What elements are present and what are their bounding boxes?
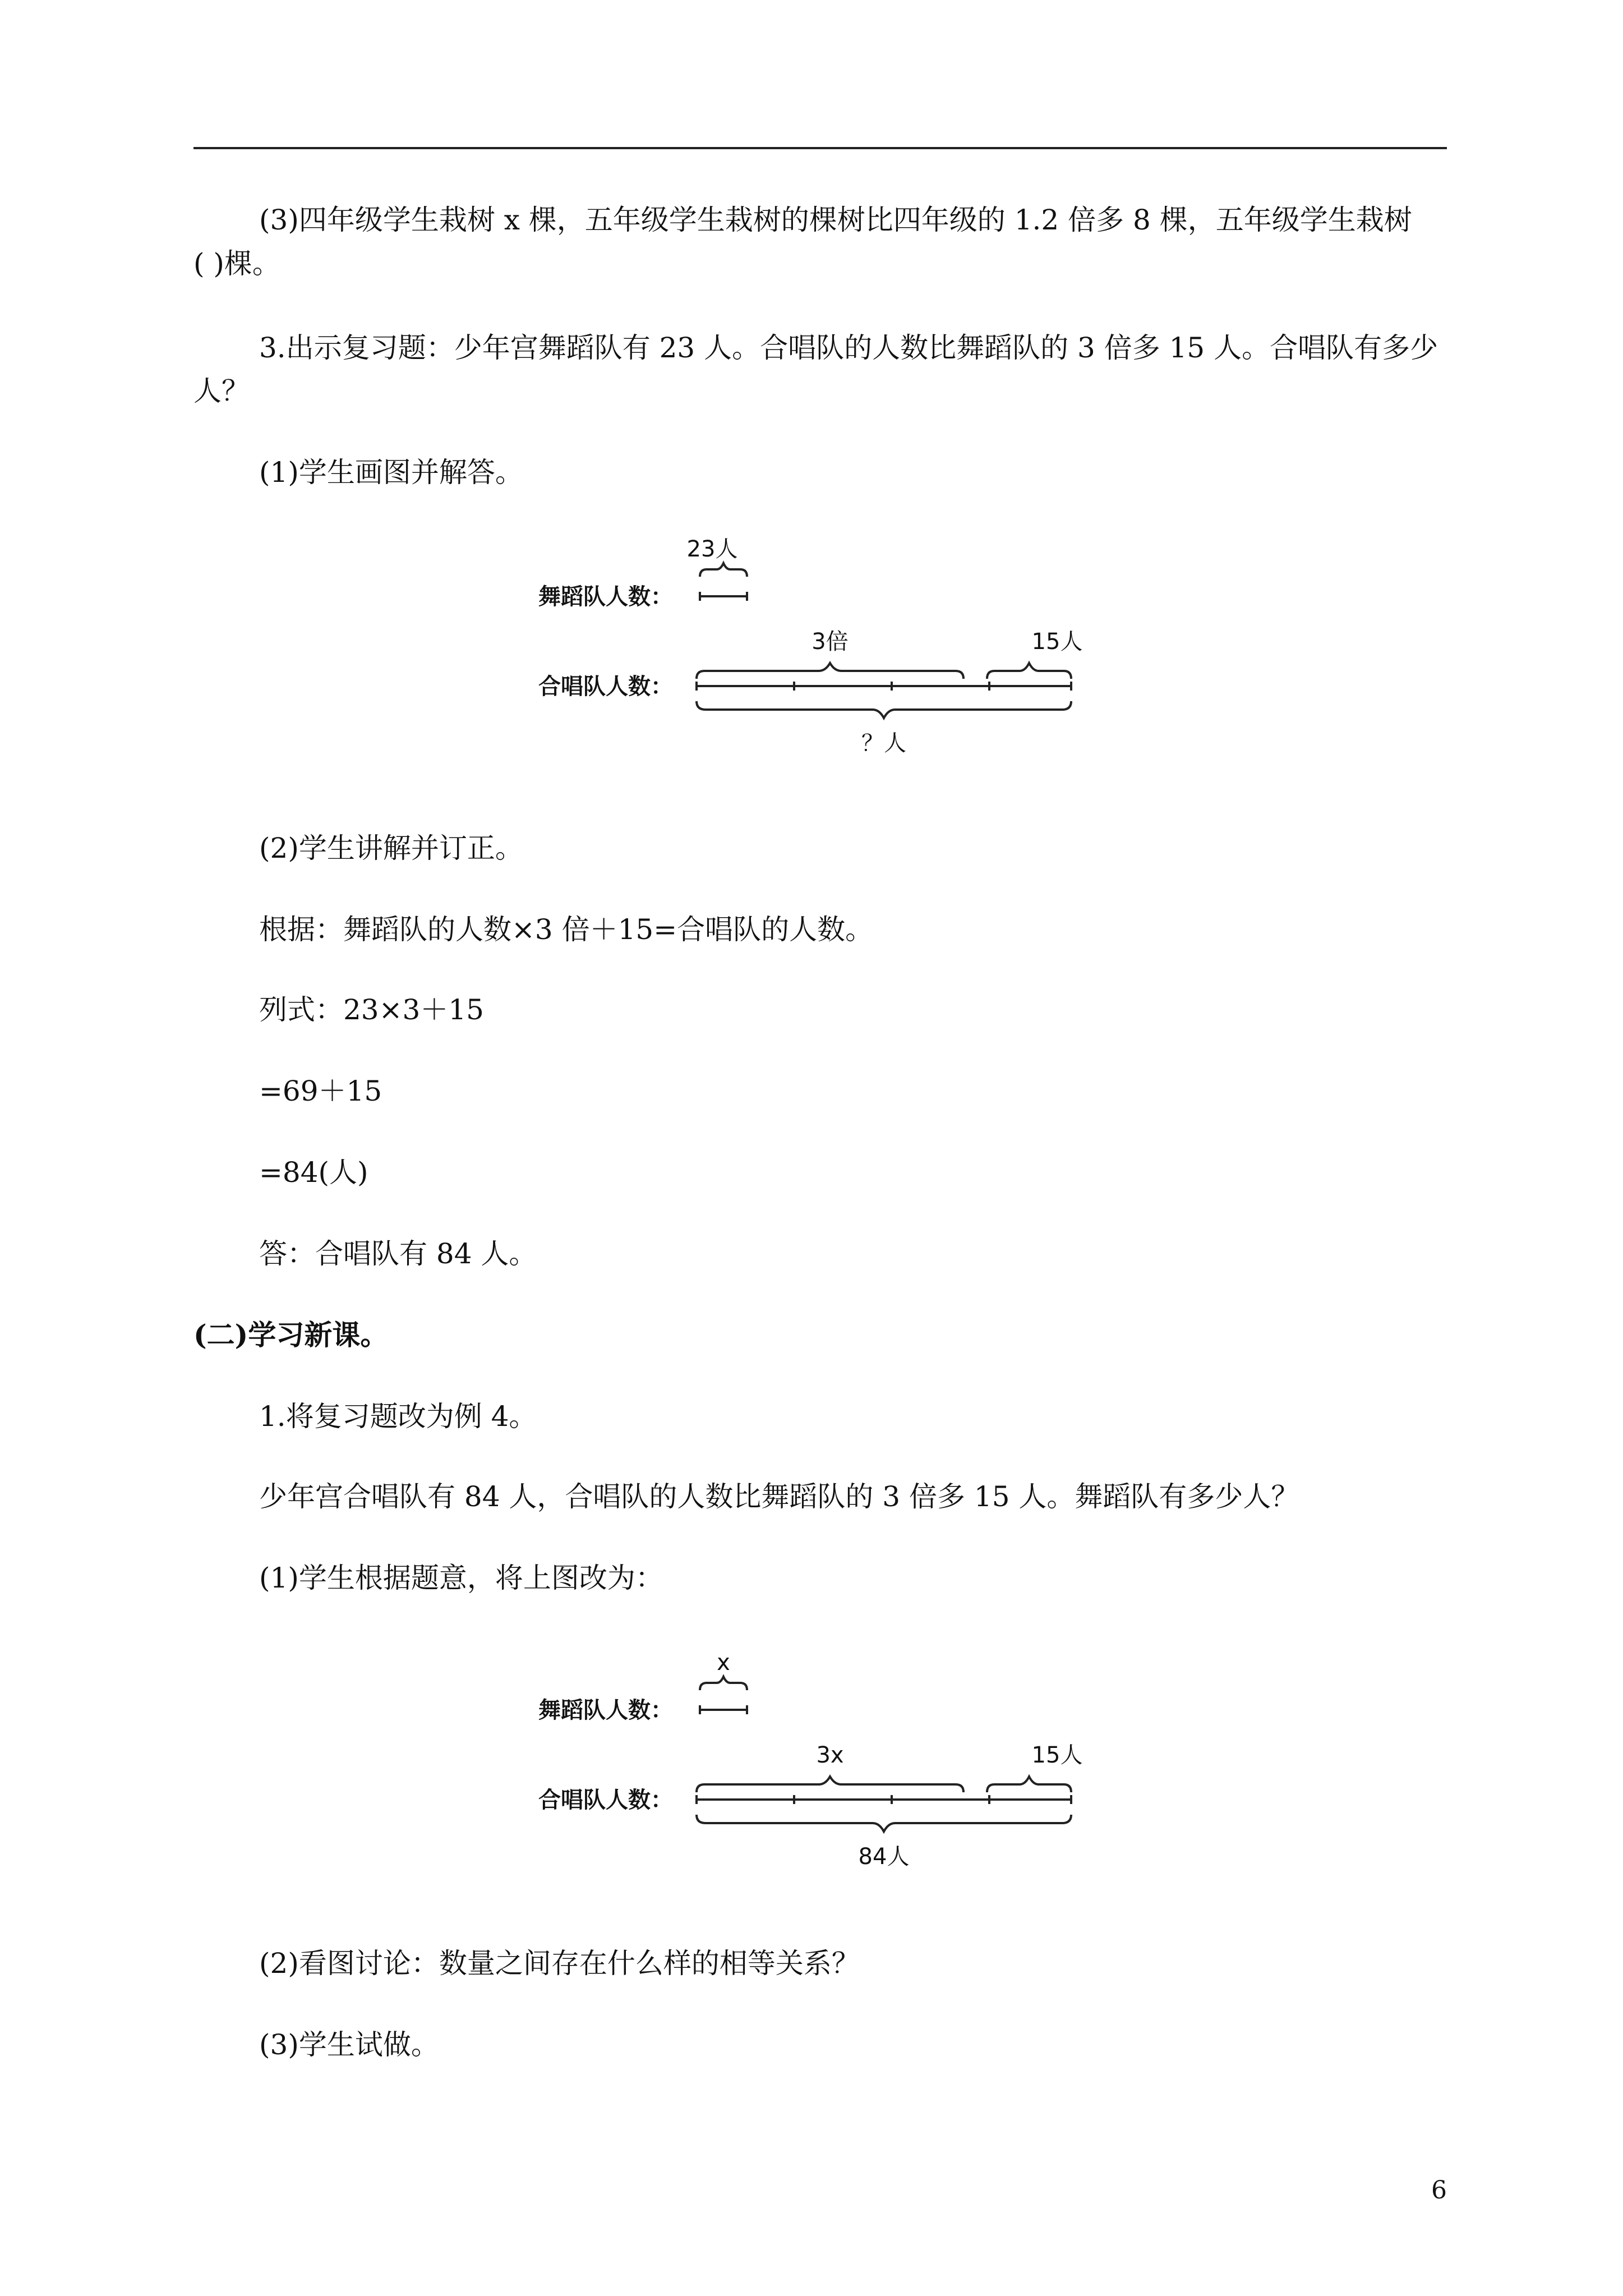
total-label: 84人 bbox=[858, 1844, 910, 1870]
text-line-16: (2)看图讨论：数量之间存在什么样的相等关系？ bbox=[259, 1947, 860, 1980]
extra-brace bbox=[987, 663, 1071, 679]
text-line-17: (3)学生试做。 bbox=[259, 2028, 439, 2061]
multiple-brace bbox=[697, 663, 963, 679]
text-line-3: 3.出示复习题：少年宫舞蹈队有 23 人。合唱队的人数比舞蹈队的 3 倍多 15 人。合唱队有多少 bbox=[259, 332, 1438, 364]
text-line-10: =84(人) bbox=[259, 1156, 368, 1189]
line-segment-diagram-1 bbox=[538, 536, 1110, 774]
text-line-5: (1)学生画图并解答。 bbox=[259, 456, 523, 489]
top-value-label: x bbox=[717, 1650, 730, 1676]
text-line-9: =69＋15 bbox=[259, 1075, 382, 1107]
total-brace bbox=[697, 701, 1071, 718]
line-segment-diagram-2 bbox=[538, 1652, 1110, 1888]
dance-row-label: 舞蹈队人数： bbox=[538, 584, 673, 610]
text-line-8: 列式：23×3＋15 bbox=[259, 993, 484, 1026]
multiple-brace bbox=[697, 1777, 963, 1792]
page-number: 6 bbox=[1431, 2176, 1447, 2205]
section-heading: (二)学习新课。 bbox=[193, 1318, 389, 1351]
total-label: ？人 bbox=[861, 730, 906, 756]
multiple-label: 3x bbox=[816, 1742, 844, 1768]
header-rule bbox=[193, 147, 1447, 149]
total-brace bbox=[697, 1815, 1071, 1832]
top-brace bbox=[700, 1677, 747, 1690]
top-value-label: 23人 bbox=[686, 536, 738, 562]
choir-row-label: 合唱队人数： bbox=[538, 674, 673, 700]
choir-row-label: 合唱队人数： bbox=[538, 1787, 673, 1813]
text-line-11: 答：合唱队有 84 人。 bbox=[259, 1237, 537, 1270]
top-brace bbox=[700, 563, 747, 577]
text-line-2: ( )棵。 bbox=[193, 247, 280, 280]
text-line-6: (2)学生讲解并订正。 bbox=[259, 832, 523, 864]
dance-row-label: 舞蹈队人数： bbox=[538, 1697, 673, 1723]
extra-label: 15人 bbox=[1031, 1742, 1083, 1768]
text-line-4: 人？ bbox=[193, 375, 250, 407]
multiple-label: 3倍 bbox=[811, 629, 849, 655]
text-line-14: 少年宫合唱队有 84 人，合唱队的人数比舞蹈队的 3 倍多 15 人。舞蹈队有多少人？ bbox=[259, 1480, 1299, 1513]
extra-label: 15人 bbox=[1031, 629, 1083, 655]
text-line-13: 1.将复习题改为例 4。 bbox=[259, 1400, 537, 1433]
extra-brace bbox=[987, 1777, 1071, 1792]
text-line-15: (1)学生根据题意，将上图改为： bbox=[259, 1562, 663, 1594]
text-line-1: (3)四年级学生栽树 x 棵，五年级学生栽树的棵树比四年级的 1.2 倍多 8 棵，五年级学生栽树 bbox=[259, 204, 1412, 236]
text-line-7: 根据：舞蹈队的人数×3 倍＋15=合唱队的人数。 bbox=[259, 913, 874, 946]
